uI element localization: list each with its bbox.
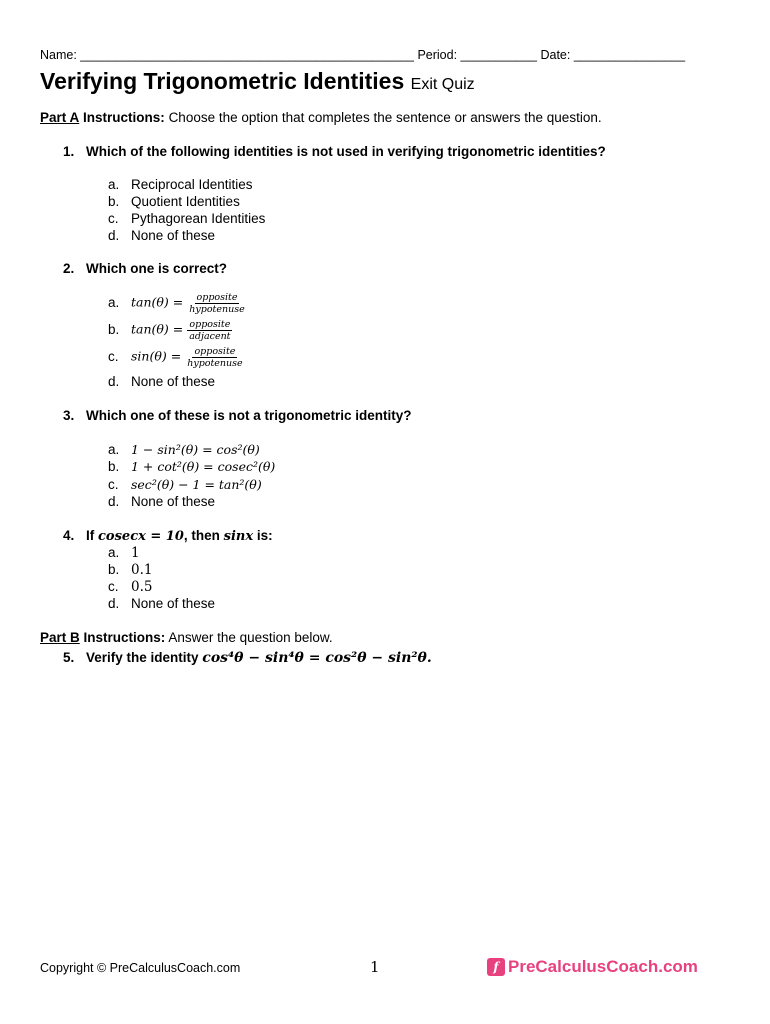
q3-option-c [108, 477, 262, 493]
part-a-instructions [40, 110, 602, 125]
option-letter: c. [108, 477, 119, 492]
option-text: None of these [131, 228, 216, 243]
option-text: None of these [131, 374, 216, 389]
fraction [187, 319, 232, 342]
q1-option-c [108, 211, 265, 227]
question-number: 1. [63, 144, 75, 159]
option-math: tan(θ) = [131, 321, 184, 337]
q1-option-a [108, 177, 253, 193]
footer-copyright: Copyright © PreCalculusCoach.com [40, 961, 241, 975]
option-letter: a. [108, 294, 120, 310]
part-b-instructions [40, 630, 333, 645]
student-info-line: Name: ________________________________________________ Period: ___________ Date: ________________ [40, 48, 686, 62]
q2-option-d [108, 374, 215, 390]
option-text: Pythagorean Identities [131, 211, 266, 226]
option-letter: a. [108, 442, 120, 457]
option-letter: d. [108, 494, 120, 509]
q2-option-c [108, 346, 245, 369]
q3-option-b [108, 459, 275, 475]
fraction-numerator: opposite [189, 319, 231, 330]
part-a-instr-text: Choose the option that completes the sentence or answers the question. [168, 110, 602, 125]
page-number: 1 [370, 958, 380, 976]
fraction-denominator: hypotenuse [187, 358, 243, 369]
q4-option-d [108, 596, 215, 612]
part-a-label: Part A [40, 110, 80, 125]
option-math: sec²(θ) − 1 = tan²(θ) [131, 477, 262, 492]
fraction-denominator: hypotenuse [189, 304, 245, 315]
question-math: sinx [223, 529, 254, 544]
option-letter: d. [108, 228, 120, 243]
question-2 [63, 261, 227, 276]
option-letter: c. [108, 579, 119, 594]
question-number: 3. [63, 408, 75, 423]
option-math: sin(θ) = [131, 348, 182, 364]
option-math: 1 + cot²(θ) = cosec²(θ) [131, 459, 276, 474]
question-math: cos⁴θ − sin⁴θ = cos²θ − sin²θ. [202, 650, 432, 666]
question-math: cosecx = 10 [98, 529, 184, 544]
option-letter: b. [108, 562, 120, 577]
fraction-denominator: adjacent [189, 331, 231, 342]
question-text: is: [256, 528, 273, 543]
fraction [187, 292, 246, 315]
part-b-label: Part B [40, 630, 80, 645]
q4-option-c [108, 579, 152, 595]
title-main: Verifying Trigonometric Identities [40, 68, 405, 94]
q3-option-d [108, 494, 215, 510]
q2-option-b [108, 319, 233, 342]
q1-option-d [108, 228, 215, 244]
page-title [40, 68, 475, 95]
part-b-instr-text: Answer the question below. [168, 630, 333, 645]
fraction-numerator: opposite [196, 292, 238, 303]
option-letter: d. [108, 374, 120, 389]
option-value: 1 [131, 545, 140, 561]
option-letter: d. [108, 596, 120, 611]
question-text: If [86, 528, 95, 543]
option-letter: a. [108, 545, 120, 560]
option-letter: a. [108, 177, 120, 192]
question-number: 2. [63, 261, 75, 276]
option-letter: c. [108, 348, 119, 364]
option-letter: b. [108, 194, 120, 209]
option-math: tan(θ) = [131, 294, 184, 310]
fraction [185, 346, 244, 369]
option-math: 1 − sin²(θ) = cos²(θ) [131, 442, 260, 457]
q2-option-a [108, 292, 247, 315]
question-text: , then [183, 528, 220, 543]
question-text: Which of the following identities is not used in verifying trigonometric identities? [86, 144, 606, 159]
q4-option-b [108, 562, 152, 578]
option-value: 0.1 [131, 562, 153, 578]
option-text: Quotient Identities [131, 194, 240, 209]
logo-f-icon: f [487, 958, 505, 976]
option-value: 0.5 [131, 579, 153, 595]
q4-option-a [108, 545, 140, 561]
brand-logo [487, 957, 698, 977]
option-text: Reciprocal Identities [131, 177, 253, 192]
question-number: 5. [63, 650, 75, 665]
question-4 [63, 528, 273, 544]
question-text: Verify the identity [86, 650, 199, 665]
q3-option-a [108, 442, 260, 458]
logo-text: PreCalculusCoach.com [508, 957, 698, 976]
question-number: 4. [63, 528, 75, 543]
question-3 [63, 408, 412, 423]
question-text: Which one of these is not a trigonometric identity? [86, 408, 412, 423]
option-letter: c. [108, 211, 119, 226]
option-letter: b. [108, 459, 120, 474]
question-1 [63, 144, 606, 159]
fraction-numerator: opposite [194, 346, 236, 357]
option-text: None of these [131, 596, 216, 611]
q1-option-b [108, 194, 240, 210]
part-a-instr-label: Instructions: [83, 110, 165, 125]
question-text: Which one is correct? [86, 261, 228, 276]
question-5 [63, 650, 432, 666]
option-text: None of these [131, 494, 216, 509]
option-letter: b. [108, 321, 120, 337]
part-b-instr-label: Instructions: [83, 630, 166, 645]
title-subtitle: Exit Quiz [410, 76, 475, 93]
